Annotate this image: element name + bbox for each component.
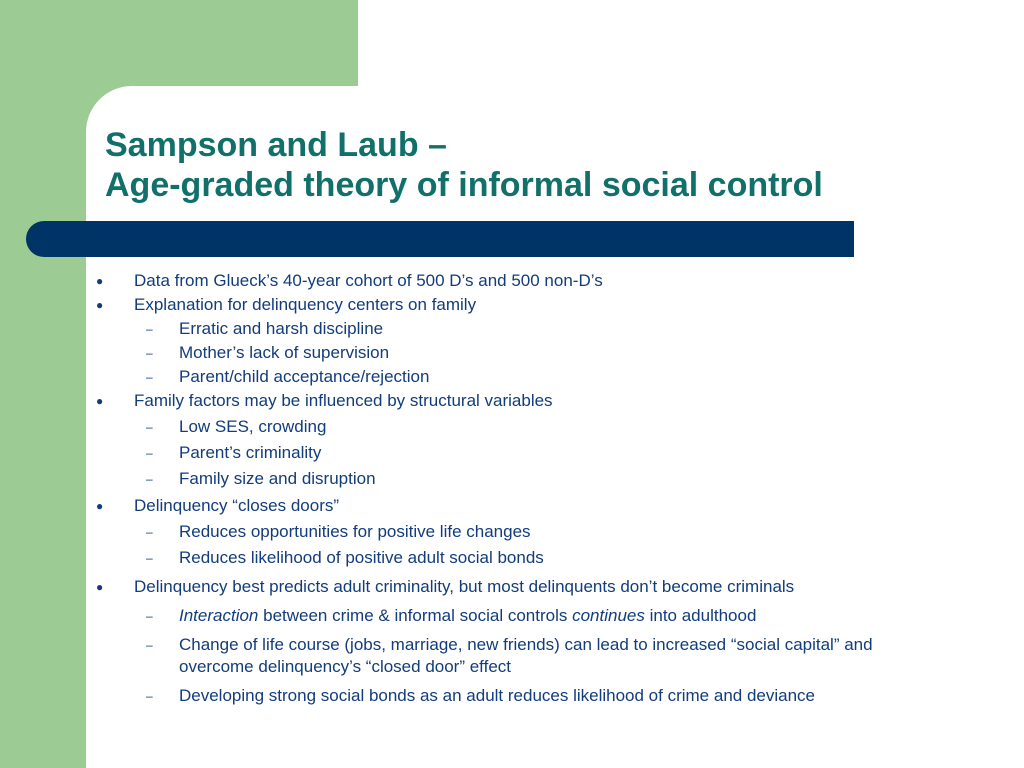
- sub-bullet-text: [179, 605, 899, 627]
- sub-bullet-marker: –: [146, 420, 153, 434]
- sub-bullet-item: [96, 342, 996, 364]
- bullet-item: [96, 270, 996, 292]
- green-left-stripe: [0, 0, 86, 768]
- sub-bullet-marker: –: [146, 689, 153, 703]
- sub-bullet-text: Reduces likelihood of positive adult social bonds: [179, 548, 544, 567]
- sub-bullet-marker: –: [146, 346, 153, 360]
- interaction-end-text: into adulthood: [644, 606, 757, 625]
- sub-bullet-item: [96, 468, 996, 490]
- bullet-item: [96, 576, 996, 598]
- bullet-text: Delinquency best predicts adult criminality, but most delinquents don’t become criminals: [134, 577, 795, 596]
- sub-bullet-marker: –: [146, 551, 153, 565]
- title-divider-bar: [26, 221, 854, 257]
- sub-bullet-item: [96, 521, 996, 543]
- bullet-text: Family factors may be influenced by structural variables: [134, 391, 553, 410]
- sub-bullet-marker: –: [146, 609, 153, 623]
- sub-bullet-text: Developing strong social bonds as an adult reduces likelihood of crime and deviance: [179, 686, 815, 705]
- bullet-marker: ●: [96, 499, 104, 513]
- bullet-text: Explanation for delinquency centers on family: [134, 295, 477, 314]
- slide-title: [105, 125, 823, 205]
- sub-bullet-text: Erratic and harsh discipline: [179, 319, 384, 338]
- sub-bullet-text: Mother’s lack of supervision: [179, 343, 390, 362]
- sub-bullet-item: [96, 442, 996, 464]
- sub-bullet-text: Reduces opportunities for positive life changes: [179, 522, 531, 541]
- bullet-marker: ●: [96, 274, 104, 288]
- sub-bullet-text: Change of life course (jobs, marriage, new friends) can lead to increased “social capital” and overcome delinquency’s “closed door” effect: [179, 635, 873, 676]
- interaction-mid-text: between crime & informal social controls: [258, 606, 573, 625]
- sub-bullet-item: [96, 547, 996, 569]
- sub-bullet-item: [96, 416, 996, 438]
- emphasis-continues: continues: [572, 606, 645, 625]
- bullet-marker: ●: [96, 580, 104, 594]
- sub-bullet-marker: –: [146, 370, 153, 384]
- emphasis-interaction: Interaction: [179, 606, 259, 625]
- title-line-2: Age-graded theory of informal social control: [105, 166, 823, 204]
- sub-bullet-text: Family size and disruption: [179, 469, 376, 488]
- bullet-item: [96, 294, 996, 316]
- sub-bullet-text: Parent/child acceptance/rejection: [179, 367, 430, 386]
- bullet-text: Data from Glueck’s 40-year cohort of 500 D’s and 500 non-D’s: [134, 271, 603, 290]
- sub-bullet-item: [96, 366, 996, 388]
- sub-bullet-item: [96, 605, 996, 627]
- bullet-text: Delinquency “closes doors”: [134, 496, 340, 515]
- sub-bullet-marker: –: [146, 525, 153, 539]
- sub-bullet-marker: –: [146, 638, 153, 652]
- sub-bullet-item: [96, 685, 996, 707]
- sub-bullet-marker: –: [146, 322, 153, 336]
- title-line-1: Sampson and Laub –: [105, 126, 447, 164]
- bullet-list: [96, 268, 996, 709]
- bullet-marker: ●: [96, 298, 104, 312]
- bullet-marker: ●: [96, 394, 104, 408]
- sub-bullet-marker: –: [146, 472, 153, 486]
- sub-bullet-item: [96, 318, 996, 340]
- bullet-item: [96, 495, 996, 517]
- sub-bullet-text: Parent’s criminality: [179, 443, 322, 462]
- sub-bullet-text: Low SES, crowding: [179, 417, 327, 436]
- sub-bullet-marker: –: [146, 446, 153, 460]
- sub-bullet-item: [96, 634, 996, 678]
- bullet-item: [96, 390, 996, 412]
